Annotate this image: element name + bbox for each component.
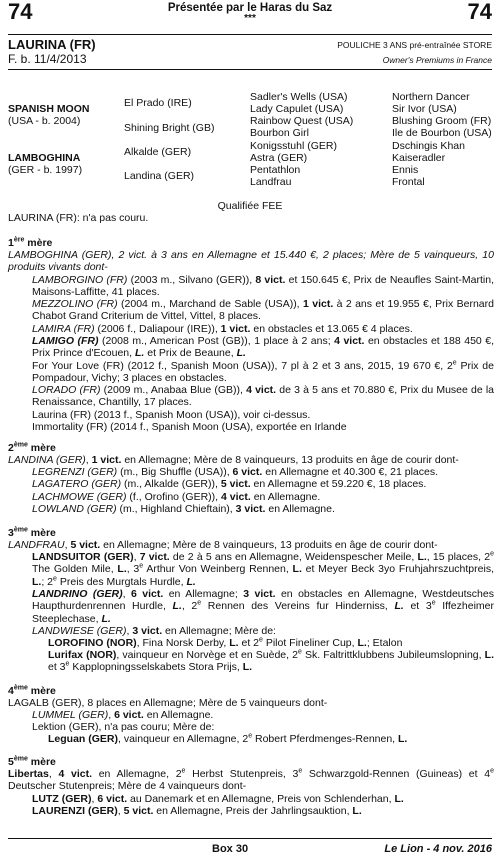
pedigree-gen3: Konigsstuhl (GER) xyxy=(250,140,337,152)
race-note: LAURINA (FR): n'a pas couru. xyxy=(8,212,149,224)
pedigree-gen2: Landina (GER) xyxy=(124,170,195,182)
pedigree-gen3: Lady Capulet (USA) xyxy=(250,103,344,115)
sale-info: Le Lion - 4 nov. 2016 xyxy=(384,843,492,855)
pedigree-gen4: Sir Ivor (USA) xyxy=(392,103,457,115)
pedigree-gen3: Astra (GER) xyxy=(250,152,308,164)
produce-landwiese: LANDWIESE (GER), 3 vict. en Allemagne; Mère de: xyxy=(32,625,276,637)
produce-lurifax: Lurifax (NOR), vainqueur en Norvège et en Suède, 2e Sk. Faltrittklubbens Jubileumslopning, L. et 3e Kapplopningsselskabets Stora Prijs, L. xyxy=(48,648,494,674)
footer-divider xyxy=(8,838,492,839)
produce-for-your-love: For Your Love (FR) (2012 f., Spanish Moon (USA)), 7 pl à 2 et 3 ans, 2015, 19 670 €, 2e Prix de Pompadour, Vichy; 3 places en obstacles. xyxy=(32,359,494,385)
produce-leguan: Leguan (GER), vainqueur en Allemagne, 2e Robert Pferdmenges-Rennen, L. xyxy=(48,732,408,745)
pedigree-gen4: Frontal xyxy=(392,176,425,188)
fifth-dam-entry: Libertas, 4 vict. en Allemagne, 2e Herbst Stutenpreis, 3e Schwarzgold-Rennen (Guineas) et 4e Deutscher Stutenpreis; Mère de 4 vainqueurs dont- xyxy=(8,767,494,793)
produce-lummel: LUMMEL (GER), 6 vict. en Allemagne. xyxy=(32,709,214,721)
lot-number-right: 74 xyxy=(467,0,492,24)
produce-lorofino: LOROFINO (NOR), Fina Norsk Derby, L. et 2e Pilot Fineliner Cup, L.; Etalon xyxy=(48,636,403,649)
produce-lutz: LUTZ (GER), 6 vict. au Danemark et en Allemagne, Preis von Schlenderhan, L. xyxy=(32,793,404,805)
pedigree-gen3: Landfrau xyxy=(250,176,292,188)
pedigree-gen3: Pentathlon xyxy=(250,164,301,176)
produce-landsuitor: LANDSUITOR (GER), 7 vict. de 2 à 5 ans en Allemagne, Weidenspescher Meile, L., 15 places, 2e The Golden Mile, L., 3e Arthur Von Weinberg Rennen, L. et Meyer Beck 3yo Fruhjahrszuchtpreis, L.; 2e Preis des Murgtals Hurdle, L. xyxy=(32,550,494,588)
pedigree-gen2: El Prado (IRE) xyxy=(124,97,192,109)
fourth-dam-heading: 4ème mère xyxy=(8,684,56,697)
produce-legrenzi: LEGRENZI (GER) (m., Big Shuffle (USA)), 6 vict. en Allemagne et 40.300 €, 21 places. xyxy=(32,466,439,478)
horse-birth: F. b. 11/4/2013 xyxy=(8,52,87,66)
pedigree-gen3: Sadler's Wells (USA) xyxy=(250,91,348,103)
third-dam-heading: 3ème mère xyxy=(8,526,56,539)
produce-laurina: Laurina (FR) (2013 f., Spanish Moon (USA)), voir ci-dessus. xyxy=(32,409,311,421)
second-dam-entry: LANDINA (GER), 1 vict. en Allemagne; Mère de 8 vainqueurs, 13 produits en âge de courir dont- xyxy=(8,454,459,466)
presenter-title: Présentée par le Haras du Saz xyxy=(167,2,333,14)
pedigree-gen4: Blushing Groom (FR) xyxy=(392,115,492,127)
pedigree-gen4: Ennis xyxy=(392,164,419,176)
produce-landrino: LANDRINO (GER), 6 vict. en Allemagne; 3 vict. en obstacles en Allemagne, Westdeutsches Haupthurdenrennen Hurdle, L., 2e Rennen des Vereins fur Hinderniss, L. et 3e Iffezheimer Steeplechase, L. xyxy=(32,588,494,625)
produce-lorado: LORADO (FR) (2009 m., Anabaa Blue (GB)), 4 vict. de 3 à 5 ans et 70.880 €, Prix du Musee de la Renaissance, Chantilly, 17 places. xyxy=(32,384,495,409)
top-divider xyxy=(8,34,492,35)
dam-name: LAMBOGHINA xyxy=(8,152,81,164)
pedigree-gen4: Kaiseradler xyxy=(392,152,446,164)
horse-name: LAURINA (FR) xyxy=(8,37,96,52)
first-dam-heading: 1ère mère xyxy=(8,236,53,249)
header-stars: *** xyxy=(244,13,256,24)
produce-immortality: Immortality (FR) (2014 f., Spanish Moon (USA), exportée en Irlande xyxy=(32,421,347,433)
horse-sex-line: POULICHE 3 ANS pré-entraînée STORE xyxy=(337,40,492,50)
sire-name: SPANISH MOON xyxy=(8,103,90,115)
sire-info: (USA - b. 2004) xyxy=(8,115,81,127)
third-dam-entry: LANDFRAU, 5 vict. en Allemagne; Mère de 8 vainqueurs, 13 produits en âge de courir dont- xyxy=(8,539,438,551)
produce-lowland: LOWLAND (GER) (m., Highland Chieftain), 3 vict. en Allemagne. xyxy=(32,503,335,515)
dam-info: (GER - b. 1997) xyxy=(8,164,83,176)
pedigree-gen3: Rainbow Quest (USA) xyxy=(250,115,354,127)
produce-lektion: Lektion (GER), n'a pas couru; Mère de: xyxy=(32,721,215,733)
pedigree-gen2: Shining Bright (GB) xyxy=(124,122,215,134)
owner-premiums: Owner's Premiums in France xyxy=(382,55,492,65)
pedigree-gen4: Northern Dancer xyxy=(392,91,470,103)
lot-number-left: 74 xyxy=(8,0,33,24)
pedigree-divider xyxy=(8,69,492,70)
fourth-dam-entry: LAGALB (GER), 8 places en Allemagne; Mère de 5 vainqueurs dont- xyxy=(8,697,328,709)
produce-lamigo: LAMIGO (FR) (2008 m., American Post (GB)), 1 place à 2 ans; 4 vict. en obstacles et 188 450 €, Prix Prince d'Ecouen, L. et Prix de Beaune, L. xyxy=(32,335,494,360)
produce-lagatero: LAGATERO (GER) (m., Alkalde (GER)), 5 vict. en Allemagne et 59.220 €, 18 places. xyxy=(32,478,427,490)
pedigree-gen4: Dschingis Khan xyxy=(392,140,465,152)
produce-lamborgino: LAMBORGINO (FR) (2003 m., Silvano (GER)), 8 vict. et 150.645 €, Prix de Neaufles Saint-Martin, Maisons-Laffitte, 41 places. xyxy=(32,274,494,299)
produce-laurenzi: LAURENZI (GER), 5 vict. en Allemagne, Preis der Jahrlingsauktion, L. xyxy=(32,805,362,817)
qualified-fee: Qualifiée FEE xyxy=(217,200,283,212)
pedigree-gen4: Ile de Bourbon (USA) xyxy=(392,127,492,139)
produce-mezzolino: MEZZOLINO (FR) (2004 m., Marchand de Sable (USA)), 1 vict. à 2 ans et 19.955 €, Prix Bernard Chabot Grand Criterium de Vittel, Vittel, 8 places. xyxy=(32,298,494,323)
fifth-dam-heading: 5ème mère xyxy=(8,755,56,768)
produce-lachmowe: LACHMOWE (GER) (f., Orofino (GER)), 4 vict. en Allemagne. xyxy=(32,491,321,503)
pedigree-gen2: Alkalde (GER) xyxy=(124,146,192,158)
produce-lamira: LAMIRA (FR) (2006 f., Daliapour (IRE)), 1 vict. en obstacles et 13.065 € 4 places. xyxy=(32,323,413,335)
box-number: Box 30 xyxy=(212,843,249,855)
pedigree-gen3: Bourbon Girl xyxy=(250,127,309,139)
second-dam-heading: 2ème mère xyxy=(8,441,56,454)
first-dam-entry: LAMBOGHINA (GER), 2 vict. à 3 ans en Allemagne et 15.440 €, 2 places; Mère de 5 vainqueurs, 10 produits vivants dont- xyxy=(8,249,494,274)
